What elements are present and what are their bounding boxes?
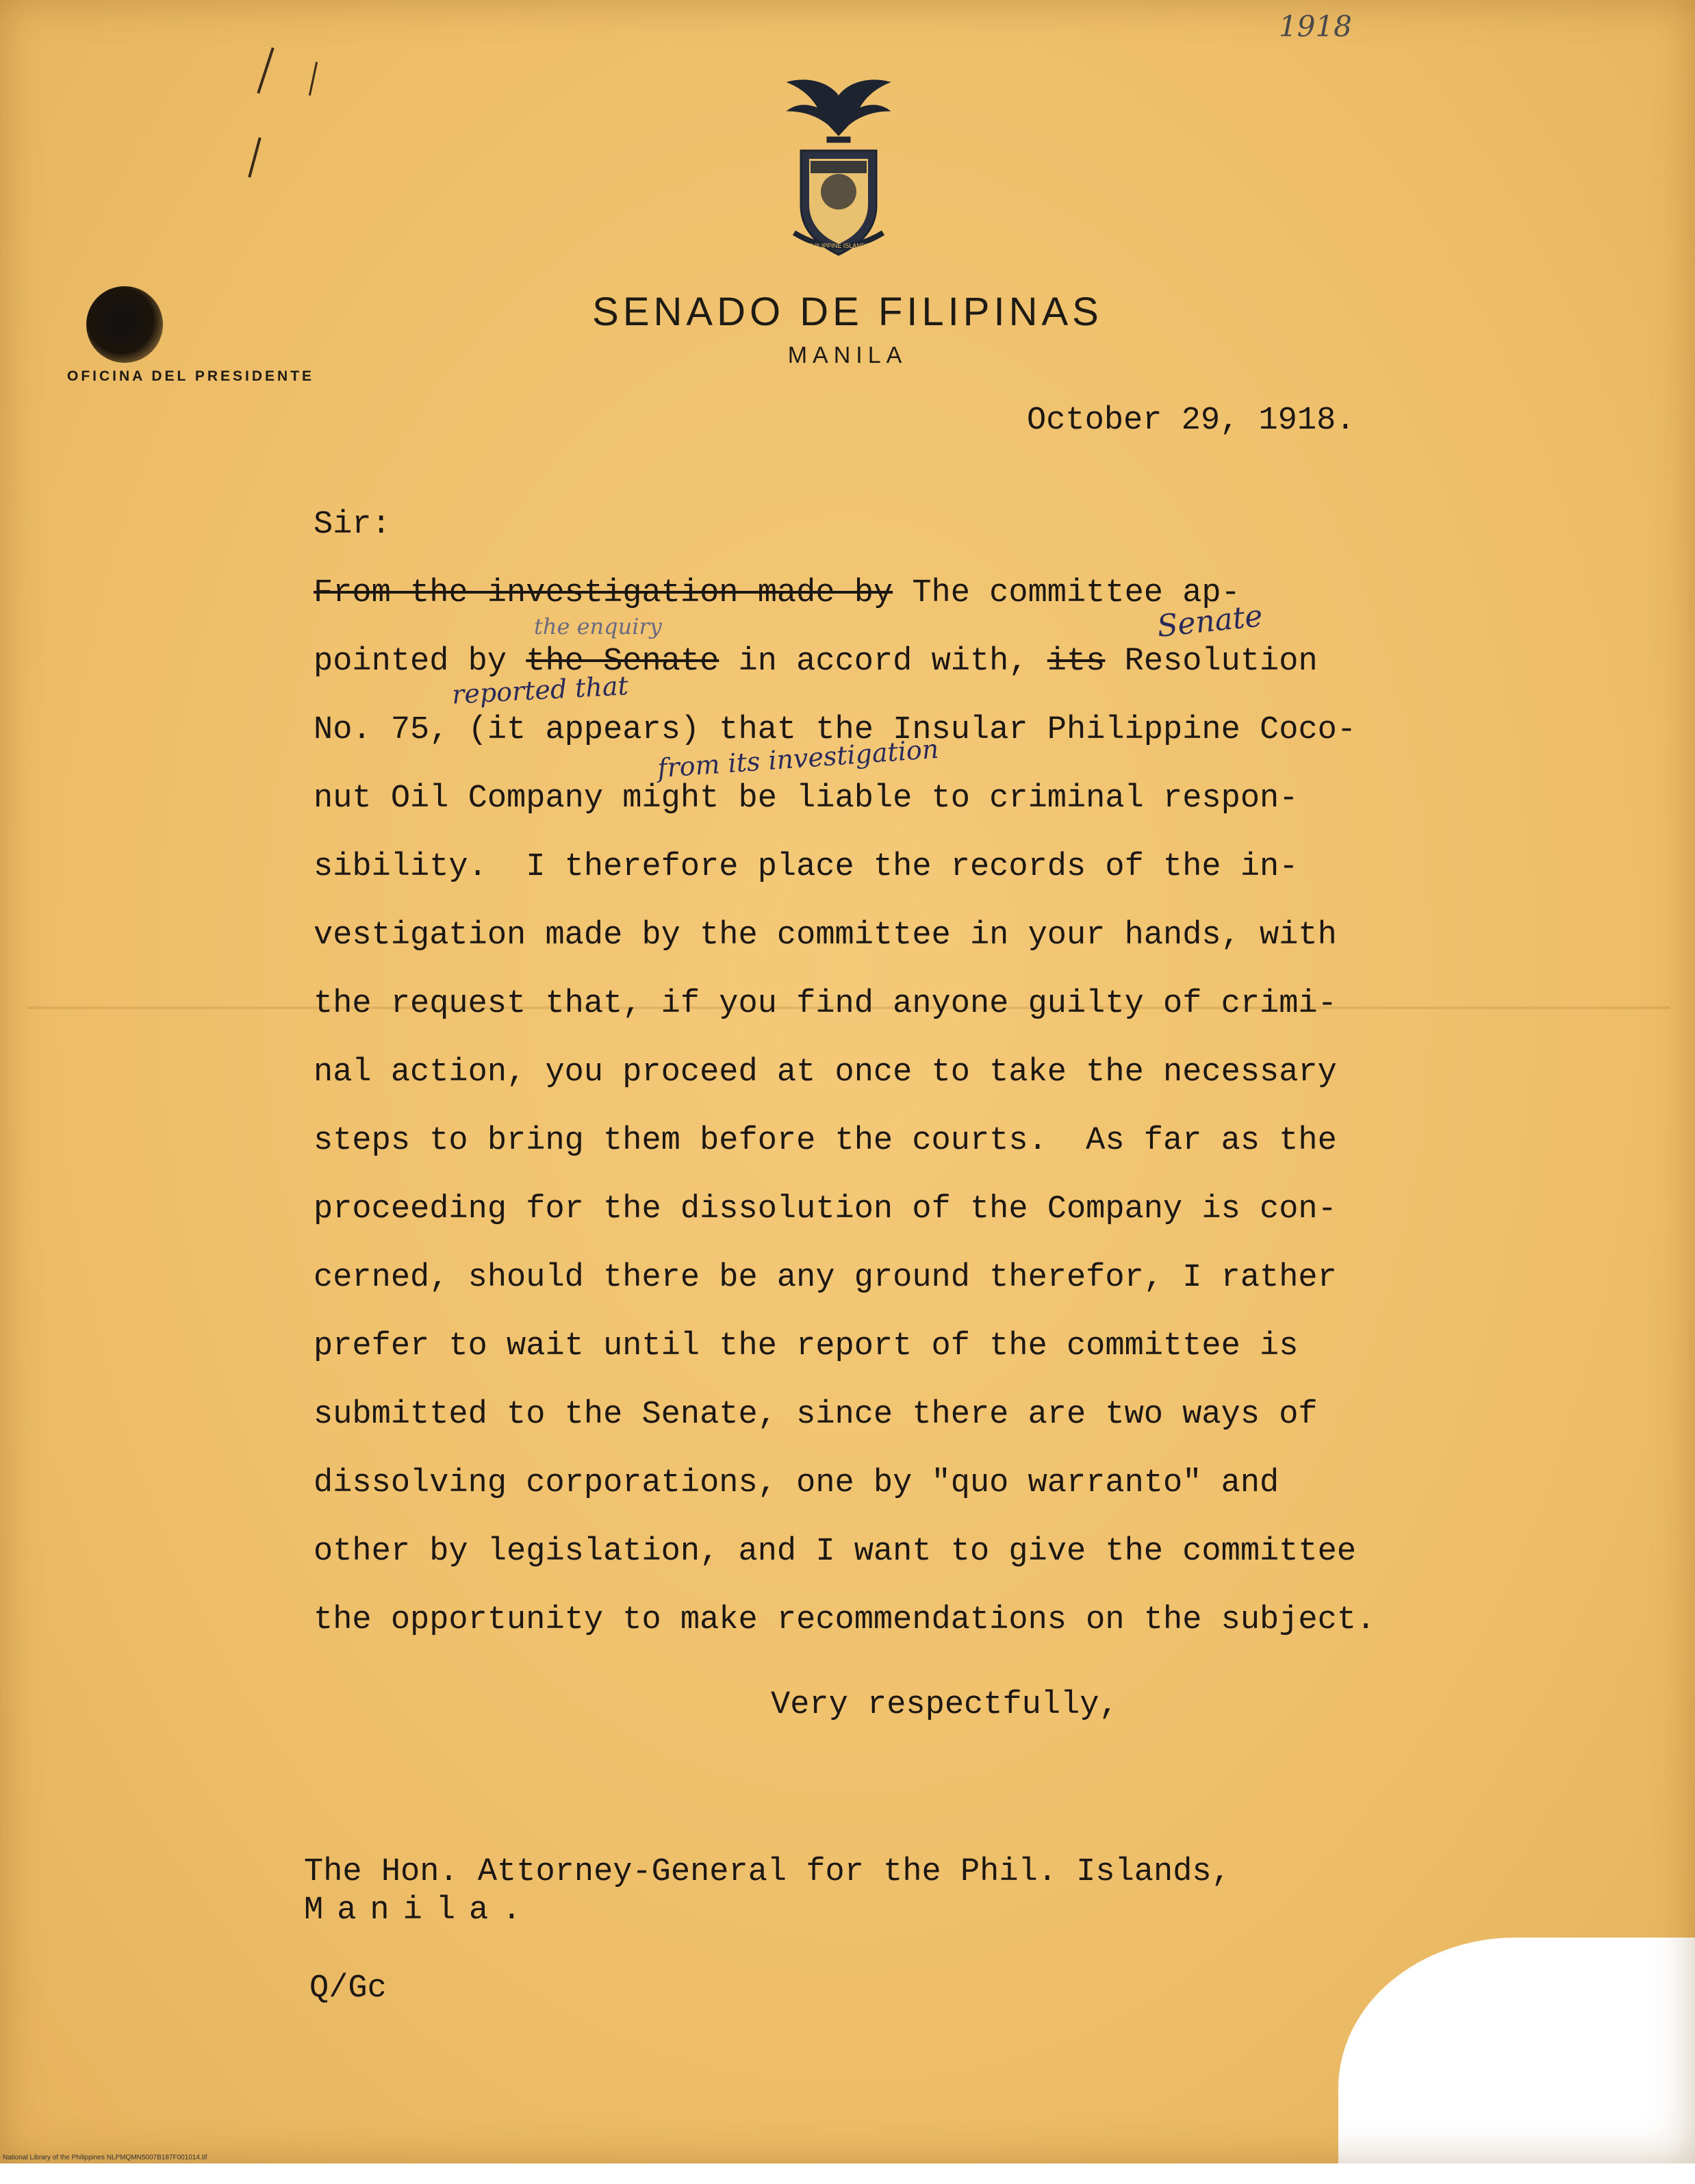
body-line: the request that, if you find anyone guilty of crimi- xyxy=(314,986,1337,1022)
reference-initials: Q/Gc xyxy=(309,1970,387,2007)
handwritten-from-its-investigation: from its investigation xyxy=(656,733,940,784)
body-line: vestigation made by the committee in your hands, with xyxy=(314,917,1337,954)
body-line: sibility. I therefore place the records of the in- xyxy=(314,849,1299,885)
handwritten-reported-that: reported that xyxy=(451,670,629,710)
body-line: the opportunity to make recommendations on the subject. xyxy=(314,1602,1376,1638)
addressee: The Hon. Attorney-General for the Phil. Islands, xyxy=(304,1854,1231,1890)
seal-inscription: PHILIPPINE ISLANDS xyxy=(807,242,870,249)
senate-seal-icon xyxy=(780,75,897,260)
handwritten-the-enquiry: the enquiry xyxy=(534,613,662,639)
body-line: cerned, should there be any ground therefor, I rather xyxy=(314,1260,1337,1296)
body-line xyxy=(314,575,1240,611)
line-text: Resolution xyxy=(1105,644,1318,680)
body-line: proceeding for the dissolution of the Company is con- xyxy=(314,1191,1337,1228)
letterhead-city: MANILA xyxy=(787,342,908,368)
letter-date: October 29, 1918. xyxy=(1027,403,1355,439)
line-text: The committee ap- xyxy=(893,575,1240,611)
body-line: other by legislation, and I want to give the committee xyxy=(314,1534,1357,1570)
body-line: steps to bring them before the courts. As far as the xyxy=(314,1123,1337,1159)
handwritten-senate: Senate xyxy=(1155,598,1264,644)
line-text: in accord with, xyxy=(719,644,1047,680)
closing: Very respectfully, xyxy=(771,1687,1119,1723)
body-line: prefer to wait until the report of the committee is xyxy=(314,1328,1299,1364)
senate-name-heading: SENADO DE FILIPINAS xyxy=(592,290,1103,334)
line-text: (it appears) that the Insular Philippine Coco- xyxy=(448,712,1357,748)
salutation: Sir: xyxy=(314,507,391,543)
archive-year-mark: 1918 xyxy=(1279,10,1352,43)
body-line: dissolving corporations, one by "quo warranto" and xyxy=(314,1465,1279,1501)
body-line: nut Oil Company might be liable to criminal respon- xyxy=(314,780,1299,817)
struck-text: its xyxy=(1047,644,1106,680)
addressee-city: Manila. xyxy=(304,1892,535,1929)
struck-text: the Senate xyxy=(526,644,719,680)
line-text: pointed by xyxy=(314,644,526,680)
body-line: submitted to the Senate, since there are two ways of xyxy=(314,1397,1318,1433)
struck-text: From the investigation made by xyxy=(314,575,893,611)
body-line xyxy=(314,644,1318,680)
line-text: No. 75, xyxy=(314,712,449,748)
scan-credit: National Library of the Philippines NLPMQMN5007B187F001014.tif xyxy=(3,2154,207,2161)
office-of-the-president: OFICINA DEL PRESIDENTE xyxy=(67,368,315,384)
body-line: nal action, you proceed at once to take the necessary xyxy=(314,1054,1337,1091)
